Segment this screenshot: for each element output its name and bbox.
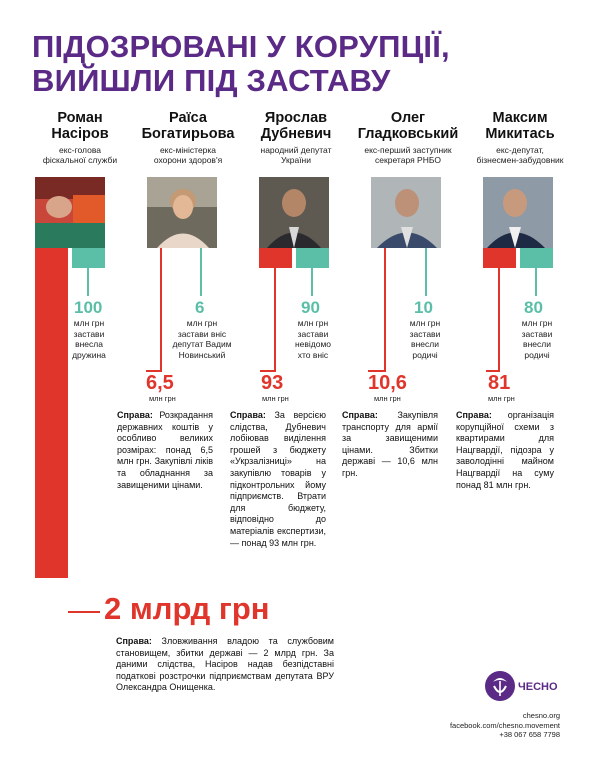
bail-description-line: застави <box>409 328 441 339</box>
bail-description-line: застави <box>73 328 105 339</box>
case-label: Справа: <box>116 636 152 646</box>
damage-bar <box>35 248 68 578</box>
person-role-line: екс-голова <box>58 145 101 155</box>
person-name <box>130 110 246 142</box>
case-text: За версією слідства, Дубневич лобіював виділення грошей з бюджету «Укрзалізниці» на закупівлю товарів у підконтрольних йому підприємств. Втрати для бюджету, відповідно до матеріалів експертизи, — понад 93 млн грн. <box>230 410 326 548</box>
person-role-line: бізнесмен-забудовник <box>476 155 564 165</box>
case-description <box>117 410 213 491</box>
case-text: Розкрадання державних коштів у особливо великих розмірах: понад 6,5 млн грн. Закупівлі ліків та обладнання за завищеними цінами. <box>117 410 213 490</box>
damage-amount-main: 2 млрд грн <box>104 591 270 626</box>
bail-amount: 90 <box>301 298 320 317</box>
bail-line <box>425 248 427 296</box>
person-role <box>130 145 246 165</box>
page-title <box>32 30 552 98</box>
damage-unit: млн грн <box>262 394 289 403</box>
case-label: Справа: <box>230 410 266 420</box>
bail-description-line: внесли <box>411 339 439 349</box>
bail-description-line: невідомо <box>294 339 332 349</box>
damage-unit: млн грн <box>149 394 176 403</box>
person-role <box>238 145 354 165</box>
bail-description <box>290 318 336 360</box>
person-role-line: секретаря РНБО <box>375 155 441 165</box>
bail-description-line: внесла <box>75 339 103 349</box>
bail-bar <box>296 248 329 268</box>
bail-description-line: застави <box>297 328 329 339</box>
damage-connector <box>68 611 100 613</box>
bail-description-line: дружина <box>72 349 106 360</box>
damage-line <box>384 248 386 370</box>
bail-line <box>535 268 537 296</box>
chesno-logo-icon <box>484 668 516 709</box>
bail-line <box>200 248 202 296</box>
damage-line <box>274 268 276 370</box>
bail-description <box>402 318 448 360</box>
bail-description-line: Новинський <box>178 349 226 360</box>
person-role <box>22 145 138 165</box>
portrait-photo <box>483 177 553 248</box>
portrait-photo <box>259 177 329 248</box>
logo-text: ЧЕСНО <box>518 681 558 693</box>
bail-description-line: млн грн <box>521 318 553 328</box>
bail-description-line: родичі <box>524 349 550 360</box>
case-text: Зловживання владою та службовим становищем, збитки державі — 2 млрд грн. За даними слідства, Насіров надав безпідставні податкові розстрочки підприємствам депутата ВРУ Олександра Онищенка. <box>116 636 334 693</box>
bail-amount: 80 <box>524 298 543 317</box>
person-role-line: екс-перший заступник <box>364 145 452 155</box>
person-nasirov <box>22 110 138 165</box>
bail-amount: 10 <box>414 298 433 317</box>
phone-number: +38 067 658 7798 <box>499 730 560 739</box>
bail-description <box>170 318 234 360</box>
bail-description-line: депутат Вадим <box>172 339 232 349</box>
portrait-photo <box>35 177 105 248</box>
person-role-line: України <box>281 155 311 165</box>
person-bohatyriova <box>130 110 246 165</box>
case-label: Справа: <box>117 410 153 420</box>
person-role-line: екс-міністерка <box>159 145 217 155</box>
damage-unit: млн грн <box>488 394 515 403</box>
facebook-link[interactable]: facebook.com/chesno.movement <box>449 720 560 730</box>
person-role <box>350 145 466 165</box>
bail-description-line: млн грн <box>186 318 218 328</box>
person-hladkovskyi <box>350 110 466 165</box>
bail-description-line: млн грн <box>73 318 105 328</box>
person-first-name: Ярослав <box>264 110 328 126</box>
person-name <box>238 110 354 142</box>
bail-description <box>66 318 112 360</box>
person-role <box>462 145 578 165</box>
person-last-name: Дубневич <box>260 126 332 142</box>
case-text: організація корупційної схеми з квартирами для Нацгвардії, підозра у заволодінні майном Нацгвардії на суму понад 81 млн грн. <box>456 410 554 490</box>
case-description <box>342 410 438 480</box>
bail-description-line: внесли <box>523 339 551 349</box>
damage-amount: 6,5 <box>146 372 174 394</box>
portrait-photo <box>147 177 217 248</box>
title-line-2: ВИЙШЛИ ПІД ЗАСТАВУ <box>32 63 391 98</box>
bail-amount: 100 <box>74 298 103 317</box>
case-label: Справа: <box>342 410 378 420</box>
case-description <box>456 410 554 491</box>
person-name <box>462 110 578 142</box>
bail-description-line: млн грн <box>409 318 441 328</box>
case-description <box>230 410 326 549</box>
person-name <box>22 110 138 142</box>
person-name <box>350 110 466 142</box>
person-role-line: екс-депутат, <box>496 145 544 155</box>
person-first-name: Максим <box>492 110 548 126</box>
bail-description-line: родичі <box>412 349 438 360</box>
person-role-line: охорони здоров'я <box>153 155 223 165</box>
damage-bar <box>483 248 516 268</box>
case-label: Справа: <box>456 410 492 420</box>
case-text: Закупівля транспорту для армії за завищеними цінами. Збитки державі — 10,6 млн грн. <box>342 410 438 478</box>
person-role-line: народний депутат <box>260 145 332 155</box>
damage-line <box>160 248 162 370</box>
person-first-name: Раїса <box>169 110 207 126</box>
bail-description-line: млн грн <box>297 318 329 328</box>
person-first-name: Олег <box>390 110 426 126</box>
person-last-name: Микитась <box>485 126 555 142</box>
damage-amount: 81 <box>488 372 511 394</box>
bail-description-line: хто вніс <box>297 349 329 360</box>
title-line-1: ПІДОЗРЮВАНІ У КОРУПЦІЇ, <box>32 29 450 64</box>
person-last-name: Насіров <box>51 126 109 142</box>
case-description <box>116 636 334 694</box>
bail-description <box>514 318 560 360</box>
person-dubnevych <box>238 110 354 165</box>
person-last-name: Гладковський <box>357 126 459 142</box>
person-mykytas <box>462 110 578 165</box>
person-role-line: фіскальної служби <box>42 155 118 165</box>
bail-bar <box>520 248 553 268</box>
bail-description-line: застави вніс <box>177 328 227 339</box>
person-first-name: Роман <box>57 110 103 126</box>
person-last-name: Богатирьова <box>141 126 235 142</box>
damage-line <box>498 268 500 370</box>
bail-line <box>311 268 313 296</box>
damage-bar <box>259 248 292 268</box>
portrait-photo <box>371 177 441 248</box>
damage-amount: 10,6 <box>368 372 407 394</box>
bail-description-line: застави <box>521 328 553 339</box>
damage-amount: 93 <box>261 372 284 394</box>
bail-bar <box>72 248 105 268</box>
website-link[interactable]: chesno.org <box>522 711 560 720</box>
bail-line <box>87 268 89 296</box>
bail-amount: 6 <box>195 298 205 317</box>
contacts <box>450 711 560 740</box>
damage-unit: млн грн <box>374 394 401 403</box>
